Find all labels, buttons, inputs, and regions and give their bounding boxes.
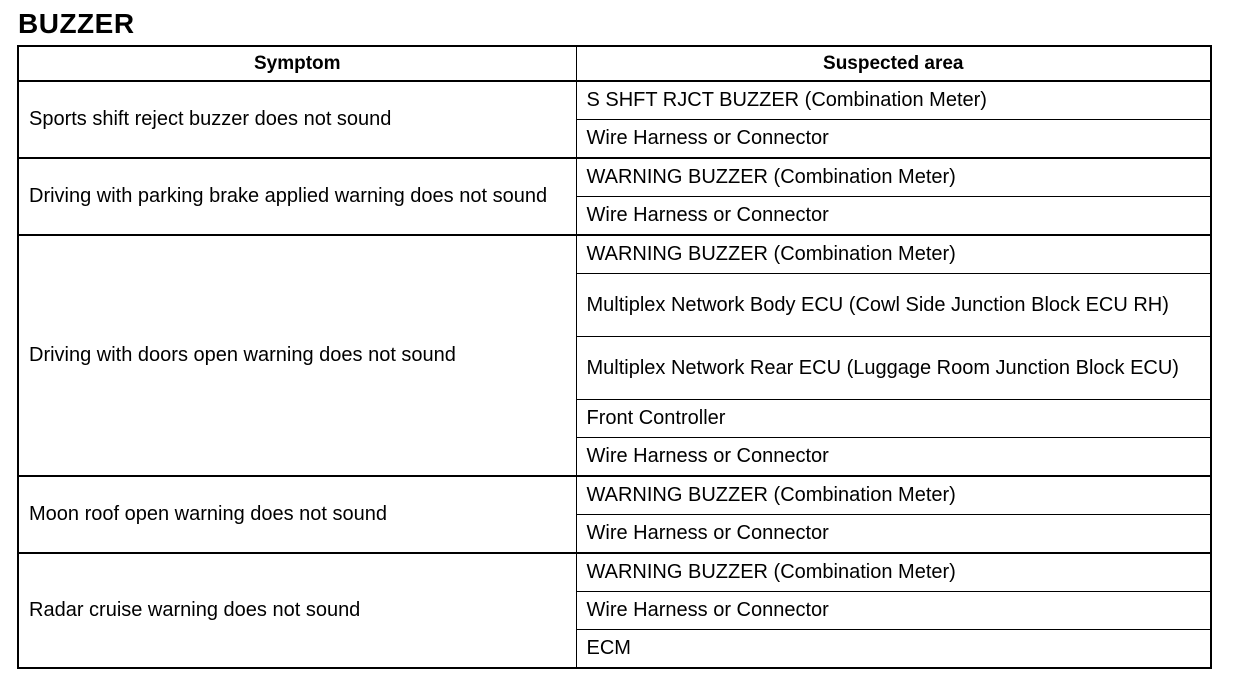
suspected-area-cell: Multiplex Network Rear ECU (Luggage Room Junction Block ECU): [576, 337, 1211, 400]
suspected-area-cell: WARNING BUZZER (Combination Meter): [576, 158, 1211, 197]
suspected-area-cell: ECM: [576, 630, 1211, 669]
suspected-area-cell: Multiplex Network Body ECU (Cowl Side Junction Block ECU RH): [576, 274, 1211, 337]
symptom-cell: Moon roof open warning does not sound: [18, 476, 576, 553]
suspected-area-cell: Wire Harness or Connector: [576, 197, 1211, 236]
suspected-area-cell: Front Controller: [576, 400, 1211, 438]
suspected-area-cell: Wire Harness or Connector: [576, 515, 1211, 554]
suspected-area-cell: S SHFT RJCT BUZZER (Combination Meter): [576, 81, 1211, 120]
symptom-cell: Radar cruise warning does not sound: [18, 553, 576, 668]
suspected-area-cell: WARNING BUZZER (Combination Meter): [576, 476, 1211, 515]
table-header-row: [18, 46, 1211, 81]
buzzer-troubleshooting-table: [17, 45, 1212, 669]
suspected-area-column-header: Suspected area: [576, 46, 1211, 81]
suspected-area-cell: Wire Harness or Connector: [576, 438, 1211, 477]
page-title: BUZZER: [18, 8, 135, 39]
table-row: [18, 553, 1211, 592]
table-row: [18, 476, 1211, 515]
symptom-cell: Sports shift reject buzzer does not sound: [18, 81, 576, 158]
table-row: [18, 235, 1211, 274]
symptom-cell: Driving with doors open warning does not sound: [18, 235, 576, 476]
suspected-area-cell: WARNING BUZZER (Combination Meter): [576, 553, 1211, 592]
symptom-cell: Driving with parking brake applied warning does not sound: [18, 158, 576, 235]
symptom-column-header: Symptom: [18, 46, 576, 81]
table-row: [18, 81, 1211, 120]
table-row: [18, 158, 1211, 197]
suspected-area-cell: Wire Harness or Connector: [576, 120, 1211, 159]
suspected-area-cell: WARNING BUZZER (Combination Meter): [576, 235, 1211, 274]
suspected-area-cell: Wire Harness or Connector: [576, 592, 1211, 630]
